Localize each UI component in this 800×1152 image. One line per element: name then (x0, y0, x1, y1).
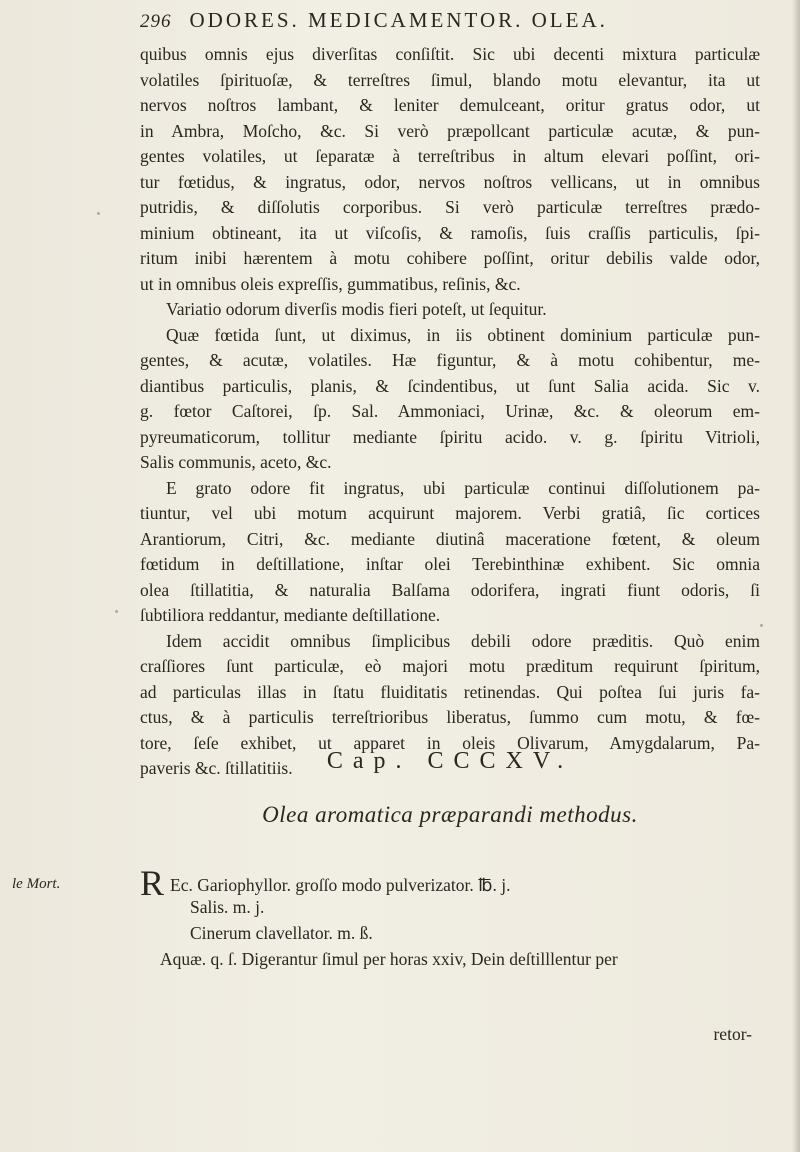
text-line: minium obtineant, ita ut viſcoſis, & ramoſis, ſuis craſſis particulis, ſpi- (140, 222, 760, 243)
paper-speck (115, 610, 118, 613)
text-line: Quæ fœtida ſunt, ut diximus, in iis obtinent dominium particulæ pun- (166, 324, 760, 345)
text-line: Idem accidit omnibus ſimplicibus debili odore præditis. Quò enim (166, 630, 760, 651)
text-line: olea ſtillatitia, & naturalia Balſama odorifera, ingrati fiunt odoris, ſi (140, 579, 760, 600)
text-line: E grato odore fit ingratus, ubi particulæ continui diſſolutionem pa- (166, 477, 760, 498)
text-line: ctus, & à particulis terreſtrioribus liberatus, ſummo cum motu, & fœ- (140, 707, 760, 727)
recipe-line-text: Cinerum clavellator. m. ß. (190, 923, 373, 943)
catchword: retor- (713, 1024, 752, 1044)
paper-speck (760, 624, 763, 627)
body-text (140, 42, 760, 782)
text-line: Variatio odorum diverſis modis fieri poteſt, ut ſequitur. (166, 299, 547, 319)
text-line: fœtidum in deſtillatione, inſtar olei Terebinthinæ exhibent. Sic omnia (140, 554, 760, 574)
text-line: putridis, & diſſolutis corporibus. Si verò particulæ terreſtres prædo- (140, 197, 760, 217)
text-line: in Ambra, Moſcho, &c. Si verò præpollcant particulæ acutæ, & pun- (140, 120, 760, 141)
recipe-line (140, 920, 760, 946)
page-number: 296 (140, 11, 172, 32)
text-line: quibus omnis ejus diverſitas conſiſtit. Sic ubi decenti mixtura particulæ (140, 44, 760, 64)
text-line: nervos noſtros lambant, & leniter demulceant, oritur gratus odor, ut (140, 95, 760, 115)
text-line: Salis communis, aceto, &c. (140, 452, 332, 472)
recipe-line (140, 946, 760, 972)
recipe-line-text: Ec. Gariophyllor. groſſo modo pulverizator. ℔. j. (170, 875, 511, 895)
text-line: diantibus particulis, planis, & ſcindentibus, ut ſunt Salia acida. Sic v. (140, 375, 760, 396)
recipe-line-text: Aquæ. q. ſ. Digerantur ſimul per horas xxiv, Dein deſtilllentur per (160, 949, 618, 969)
text-line: paveris &c. ſtillatitiis. (140, 758, 293, 778)
text-line: craſſiores ſunt particulæ, eò majori motu præditum requirunt ſpiritum, (140, 656, 760, 676)
paper-speck (97, 212, 100, 215)
recipe-line (140, 894, 760, 920)
text-line: g. fœtor Caſtorei, ſp. Sal. Ammoniaci, Urinæ, &c. & oleorum em- (140, 401, 760, 421)
recipe-line-text: Salis. m. j. (190, 897, 265, 917)
margin-note: le Mort. (12, 876, 61, 892)
text-line: volatiles ſpirituoſæ, & terreſtres ſimul, blando motu elevantur, ita ut (140, 69, 760, 90)
chapter-heading: Cap. CCCXV. (326, 748, 574, 774)
recipe-block (140, 863, 760, 972)
text-line: gentes volatiles, ut ſeparatæ à terreſtribus in altum elevari poſſint, ori- (140, 146, 760, 166)
text-line: ſubtiliora reddantur, mediante deſtillatione. (140, 605, 441, 625)
text-line: ad particulas illas in ſtatu fluiditatis retinendas. Qui poſtea ſui juris fa- (140, 681, 760, 702)
text-line: tore, ſeſe exhibet, ut apparet in oleis Olivarum, Amygdalarum, Pa- (140, 732, 760, 753)
running-title: ODORES. MEDICAMENTOR. OLEA. (189, 8, 608, 32)
chapter-subtitle: Olea aromatica præparandi methodus. (262, 802, 638, 827)
running-head (140, 8, 772, 38)
text-line: ritum inibi hærentem à motu cohibere poſſint, oritur debilis valde odor, (140, 248, 760, 268)
recipe-initial: R (140, 863, 165, 903)
text-line: tiuntur, vel ubi motum acquirunt majorem. Verbi gratiâ, ſic cortices (140, 503, 760, 523)
text-line: Arantiorum, Citri, &c. mediante diutinâ maceratione fœtent, & oleum (140, 528, 760, 549)
recipe-line (140, 863, 760, 903)
text-line: ut in omnibus oleis expreſſis, gummatibus, reſinis, &c. (140, 273, 521, 294)
text-line: pyreumaticorum, tollitur mediante ſpiritu acido. v. g. ſpiritu Vitrioli, (140, 426, 760, 447)
text-line: gentes, & acutæ, volatiles. Hæ figuntur, & à motu cohibentur, me- (140, 350, 760, 370)
text-line: tur fœtidus, & ingratus, odor, nervos noſtros vellicans, ut in omnibus (140, 171, 760, 192)
